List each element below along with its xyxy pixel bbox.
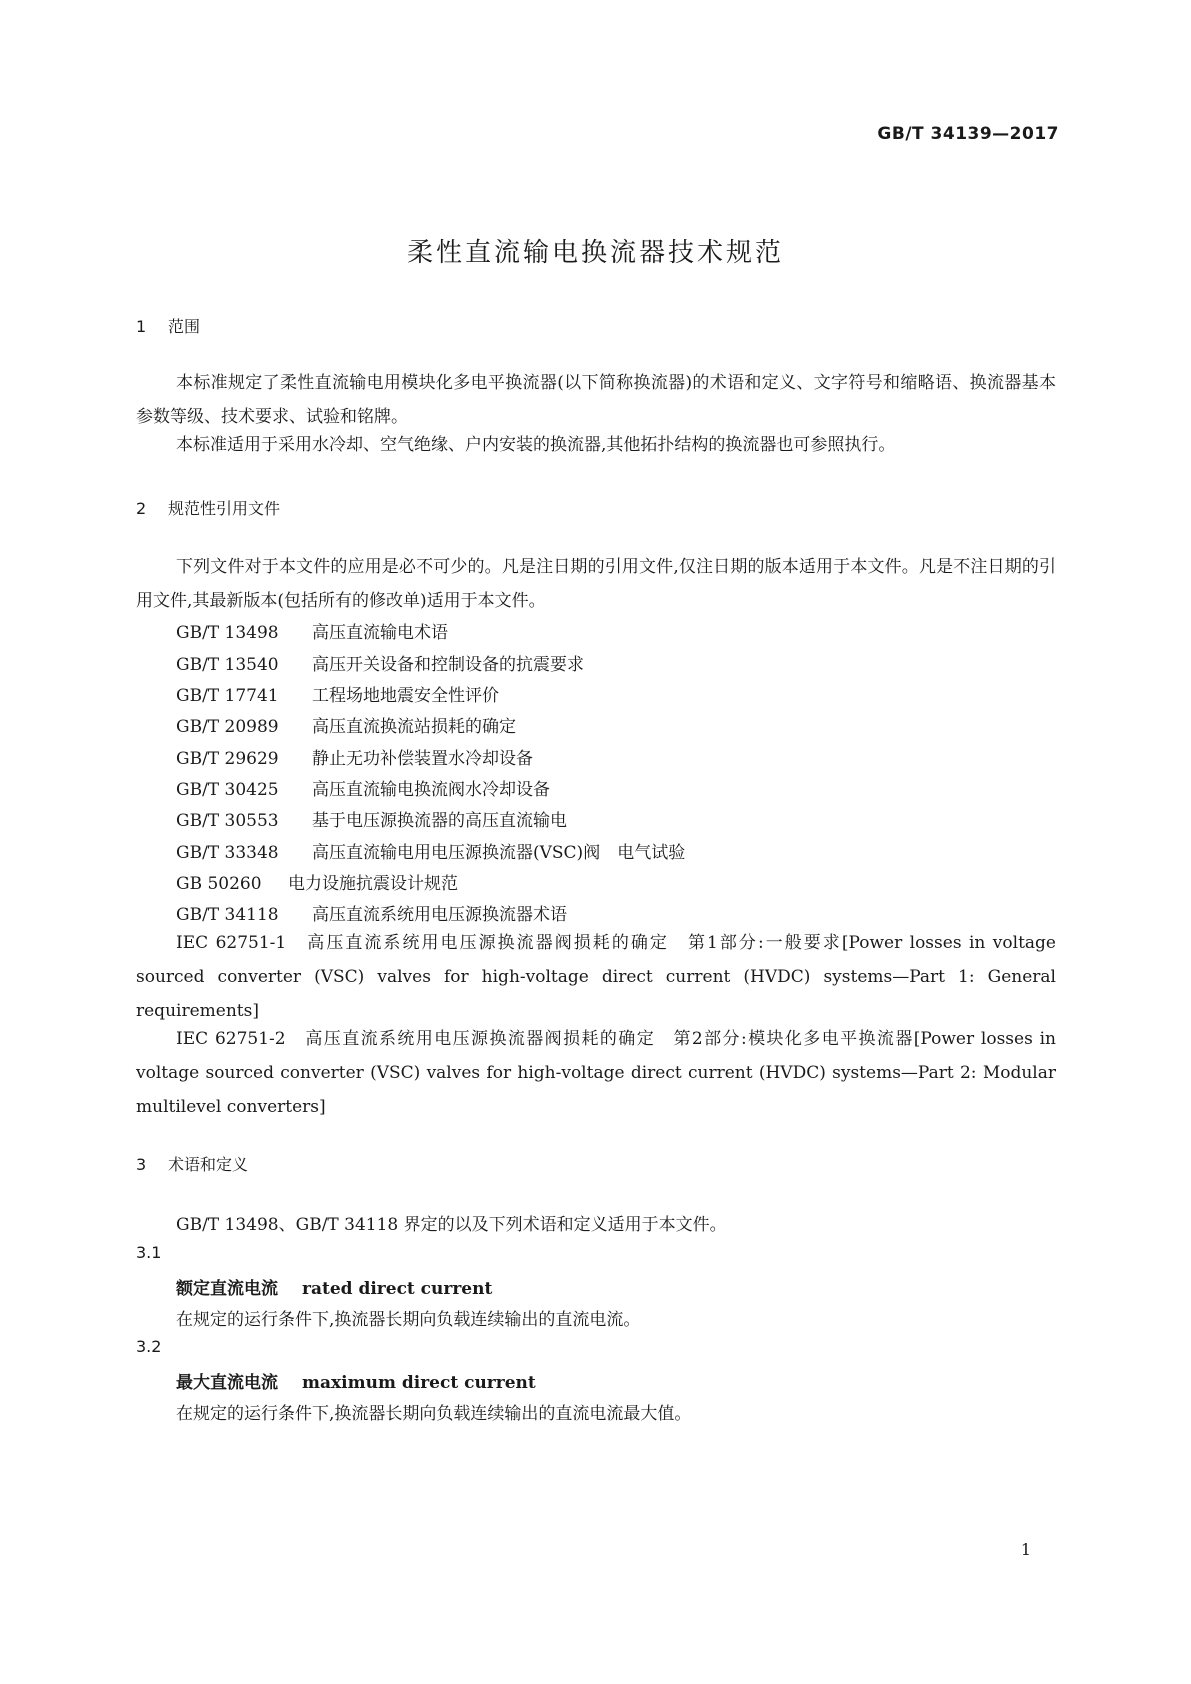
reference-title: 高压直流输电用电压源换流器(VSC)阀 电气试验	[312, 843, 686, 863]
scope-paragraph-2: 本标准适用于采用水冷却、空气绝缘、户内安装的换流器,其他拓扑结构的换流器也可参照执行。	[176, 435, 896, 455]
section-number: 1	[136, 317, 147, 336]
reference-item	[176, 712, 516, 737]
standard-code: GB/T 34139—2017	[877, 124, 1059, 144]
section-2-heading	[136, 496, 280, 519]
section-number: 2	[136, 499, 147, 518]
reference-code: GB 50260	[176, 874, 262, 894]
reference-code: GB/T 13498	[176, 623, 279, 643]
scope-paragraph-1: 本标准规定了柔性直流输电用模块化多电平换流器(以下简称换流器)的术语和定义、文字符号和缩略语、换流器基本参数等级、技术要求、试验和铭牌。	[136, 373, 1056, 427]
page-number: 1	[1020, 1540, 1031, 1559]
reference-item	[176, 775, 550, 800]
section-title: 术语和定义	[168, 1155, 249, 1174]
reference-item	[176, 650, 584, 675]
reference-item	[176, 838, 685, 863]
term-number: 3.2	[136, 1337, 162, 1356]
section-3-heading	[136, 1152, 248, 1175]
reference-code: GB/T 33348	[176, 843, 279, 863]
reference-item	[176, 869, 458, 894]
reference-code: GB/T 17741	[176, 686, 279, 706]
terms-intro: GB/T 13498、GB/T 34118 界定的以及下列术语和定义适用于本文件。	[176, 1215, 727, 1235]
term-definition: 在规定的运行条件下,换流器长期向负载连续输出的直流电流最大值。	[176, 1404, 692, 1424]
section-title: 规范性引用文件	[168, 499, 281, 518]
term-title-zh: 额定直流电流	[176, 1279, 278, 1299]
term-definition: 在规定的运行条件下,换流器长期向负载连续输出的直流电流。	[176, 1310, 641, 1330]
document-title: 柔性直流输电换流器技术规范	[406, 238, 784, 268]
section-title: 范围	[168, 317, 201, 336]
reference-title: 高压直流系统用电压源换流器术语	[312, 905, 567, 925]
term-title-en: rated direct current	[302, 1279, 493, 1299]
reference-code: GB/T 13540	[176, 655, 279, 675]
reference-item	[176, 681, 499, 706]
term-title	[176, 1274, 492, 1299]
term-title	[176, 1368, 536, 1393]
reference-code: GB/T 34118	[176, 905, 279, 925]
reference-title: 电力设施抗震设计规范	[288, 874, 458, 894]
references-intro: 下列文件对于本文件的应用是必不可少的。凡是注日期的引用文件,仅注日期的版本适用于本文件。凡是不注日期的引用文件,其最新版本(包括所有的修改单)适用于本文件。	[136, 557, 1056, 611]
term-number: 3.1	[136, 1243, 162, 1262]
reference-code: GB/T 30425	[176, 780, 279, 800]
reference-title: 基于电压源换流器的高压直流输电	[312, 811, 567, 831]
term-title-en: maximum direct current	[302, 1373, 536, 1393]
iec-reference-2: IEC 62751-2 高压直流系统用电压源换流器阀损耗的确定 第2部分:模块化多电平换流器[Power losses in voltage sourced converter (VSC) valves for high-voltage direct current (HVDC) systems—Part 2: Modular multilevel converters]	[136, 1029, 1056, 1117]
reference-title: 高压开关设备和控制设备的抗震要求	[312, 655, 584, 675]
reference-title: 高压直流换流站损耗的确定	[312, 717, 516, 737]
reference-code: GB/T 30553	[176, 811, 279, 831]
reference-item	[176, 806, 567, 831]
section-number: 3	[136, 1155, 147, 1174]
term-title-zh: 最大直流电流	[176, 1373, 278, 1393]
reference-code: GB/T 20989	[176, 717, 279, 737]
reference-title: 工程场地地震安全性评价	[312, 686, 499, 706]
reference-item	[176, 744, 533, 769]
iec-reference-1: IEC 62751-1 高压直流系统用电压源换流器阀损耗的确定 第1部分:一般要求[Power losses in voltage sourced converter (VSC) valves for high-voltage direct current (HVDC) systems—Part 1: General requirements]	[136, 933, 1056, 1021]
reference-item	[176, 900, 567, 925]
reference-title: 高压直流输电术语	[312, 623, 448, 643]
reference-code: GB/T 29629	[176, 749, 279, 769]
section-1-heading	[136, 314, 200, 337]
reference-item	[176, 618, 448, 643]
reference-title: 静止无功补偿装置水冷却设备	[312, 749, 533, 769]
reference-title: 高压直流输电换流阀水冷却设备	[312, 780, 550, 800]
